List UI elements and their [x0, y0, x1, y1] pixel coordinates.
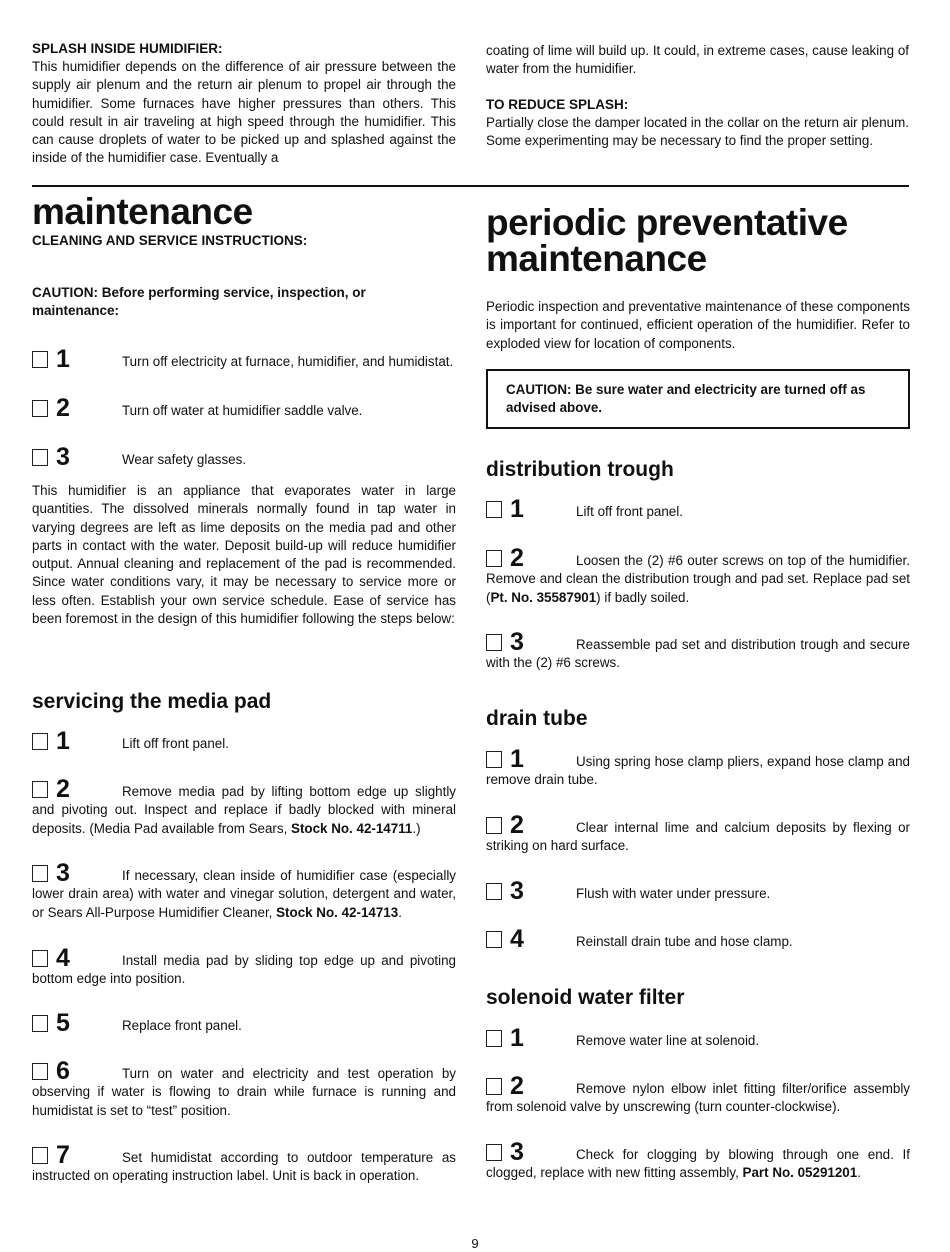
- checkbox[interactable]: [486, 550, 502, 567]
- filter-step-2: 2 Remove nylon elbow inlet fitting filter/orifice assembly from solenoid valve by unscrewing (turn counter-clockwise).: [486, 1073, 910, 1117]
- checkbox[interactable]: [486, 634, 502, 651]
- step-text: Turn on water and electricity and test operation by observing if water is flowing to drain while furnace is running and humidistat is set to “test” position.: [32, 1066, 456, 1118]
- section-divider: [32, 185, 909, 187]
- step-text: If necessary, clean inside of humidifier case (especially lower drain area) with water and vinegar solution, detergent and water, or Sears All-Purpose Humidifier Cleaner,: [32, 868, 456, 920]
- checkbox[interactable]: [486, 1030, 502, 1047]
- step-text: Turn off electricity at furnace, humidifier, and humidistat.: [122, 354, 454, 369]
- media-step-4: 4 Install media pad by sliding top edge up and pivoting bottom edge into position.: [32, 945, 456, 989]
- media-step-7: 7 Set humidistat according to outdoor temperature as instructed on operating instruction label. Unit is back in operation.: [32, 1142, 456, 1186]
- step-text: Loosen the (2) #6 outer screws on top of the humidifier. Remove and clean the distribution trough and pad set. Replace pad set (: [486, 553, 910, 605]
- trough-step-1: 1 Lift off front panel.: [486, 496, 910, 521]
- step-text: Lift off front panel.: [576, 504, 683, 519]
- maintenance-caution: CAUTION: Before performing service, inspection, or maintenance:: [32, 285, 366, 318]
- periodic-intro: Periodic inspection and preventative maintenance of these components is important for continued, efficient operation of the humidifier. Refer to exploded view for location of components.: [486, 299, 910, 351]
- splash-section-right: [486, 42, 909, 150]
- drain-step-3: 3 Flush with water under pressure.: [486, 878, 910, 903]
- reduce-splash-text: Partially close the damper located in the collar on the return air plenum. Some experimenting may be necessary to find the proper setting.: [486, 114, 909, 148]
- checkbox[interactable]: [32, 781, 48, 798]
- part-number: Pt. No. 35587901: [490, 589, 597, 605]
- maintenance-column: [32, 191, 456, 1194]
- splash-heading: SPLASH INSIDE HUMIDIFIER:: [32, 41, 223, 56]
- step-text: Remove media pad by lifting bottom edge up slightly and pivoting out. Inspect and replace if badly blocked with mineral deposits. (Media Pad available from Sears,: [32, 784, 456, 836]
- filter-step-1: 1 Remove water line at solenoid.: [486, 1025, 910, 1050]
- step-text: Reassemble pad set and distribution trough and secure with the (2) #6 screws.: [486, 637, 910, 671]
- checkbox[interactable]: [486, 817, 502, 834]
- step-text: Lift off front panel.: [122, 736, 229, 751]
- filter-step-3: 3 Check for clogging by blowing through one end. If clogged, replace with new fitting assembly, Part No. 05291201.: [486, 1138, 910, 1181]
- splash-section-left: [32, 40, 456, 168]
- maintenance-title: maintenance: [32, 191, 253, 232]
- step-text: Remove water line at solenoid.: [576, 1033, 760, 1048]
- caution-step-1: 1 Turn off electricity at furnace, humidifier, and humidistat.: [32, 346, 456, 371]
- checkbox[interactable]: [486, 501, 502, 518]
- trough-title: distribution trough: [486, 458, 674, 481]
- checkbox[interactable]: [486, 1078, 502, 1095]
- step-text: Replace front panel.: [122, 1018, 242, 1033]
- drain-step-2: 2 Clear internal lime and calcium deposits by flexing or striking on hard surface.: [486, 812, 910, 856]
- media-step-2: 2 Remove media pad by lifting bottom edge up slightly and pivoting out. Inspect and replace if badly blocked with mineral deposits. (Media Pad available from Sears, Stock No. 42-14711.): [32, 775, 456, 836]
- trough-step-2: 2 Loosen the (2) #6 outer screws on top of the humidifier. Remove and clean the distribution trough and pad set. Replace pad set (Pt. No. 35587901) if badly soiled.: [486, 544, 910, 605]
- filter-title: solenoid water filter: [486, 986, 685, 1009]
- maintenance-subtitle: CLEANING AND SERVICE INSTRUCTIONS:: [32, 233, 308, 248]
- step-text: Using spring hose clamp pliers, expand hose clamp and remove drain tube.: [486, 754, 910, 788]
- caution-step-2: 2 Turn off water at humidifier saddle valve.: [32, 395, 456, 420]
- step-text: Turn off water at humidifier saddle valve.: [122, 403, 363, 418]
- checkbox[interactable]: [32, 733, 48, 750]
- media-step-6: 6 Turn on water and electricity and test operation by observing if water is flowing to drain while furnace is running and humidistat is set to “test” position.: [32, 1058, 456, 1120]
- caution-text: CAUTION: Be sure water and electricity are turned off as advised above.: [506, 382, 866, 415]
- stock-number: Stock No. 42-14711: [291, 820, 413, 836]
- reduce-splash-heading: TO REDUCE SPLASH:: [486, 96, 629, 112]
- splash-paragraph: This humidifier depends on the difference of air pressure between the supply air plenum and the return air plenum to propel air through the humidifier. Some furnaces have higher pressures than others. This could result in air traveling at high speed through the humidifier. This can cause droplets of water to be picked up and splashed against the inside of the humidifier case. Eventually a: [32, 59, 456, 166]
- caution-step-3: 3 Wear safety glasses.: [32, 444, 456, 469]
- stock-number: Stock No. 42-14713: [276, 904, 399, 920]
- step-text: Reinstall drain tube and hose clamp.: [576, 934, 793, 949]
- media-step-1: 1 Lift off front panel.: [32, 728, 456, 753]
- checkbox[interactable]: [486, 751, 502, 768]
- periodic-column: [486, 202, 910, 1195]
- drain-step-4: 4 Reinstall drain tube and hose clamp.: [486, 926, 910, 951]
- checkbox[interactable]: [486, 931, 502, 948]
- drain-title: drain tube: [486, 707, 588, 730]
- part-number: Part No. 05291201: [742, 1165, 858, 1181]
- media-step-5: 5 Replace front panel.: [32, 1010, 456, 1035]
- checkbox[interactable]: [32, 1147, 48, 1164]
- checkbox[interactable]: [32, 865, 48, 882]
- media-pad-title: servicing the media pad: [32, 690, 272, 713]
- maintenance-body: This humidifier is an appliance that evaporates water in large quantities. The dissolved minerals normally found in tap water in varying degrees are left as lime deposits on the media pad and other parts in contact with the water. Deposit build-up will reduce humidifier output. Annual cleaning and replacement of the pad is recommended. Since water conditions vary, it may be necessary to service more or less often. Establish your own service schedule. Ease of service has been foremost in the design of this humidifier following the steps below:: [32, 483, 456, 627]
- checkbox[interactable]: [32, 1015, 48, 1032]
- checkbox[interactable]: [32, 351, 48, 368]
- step-text: Clear internal lime and calcium deposits by flexing or striking on hard surface.: [486, 820, 910, 854]
- periodic-title: periodic preventative maintenance: [486, 202, 848, 279]
- step-text: Flush with water under pressure.: [576, 886, 771, 901]
- step-text: Wear safety glasses.: [122, 452, 247, 467]
- drain-step-1: 1 Using spring hose clamp pliers, expand hose clamp and remove drain tube.: [486, 746, 910, 790]
- splash-paragraph-continued: coating of lime will build up. It could, in extreme cases, cause leaking of water from the humidifier.: [486, 43, 909, 77]
- step-text: Remove nylon elbow inlet fitting filter/orifice assembly from solenoid valve by unscrewing (turn counter-clockwise).: [486, 1081, 910, 1115]
- checkbox[interactable]: [32, 1063, 48, 1080]
- step-text: Set humidistat according to outdoor temperature as instructed on operating instruction label. Unit is back in operation.: [32, 1150, 456, 1184]
- checkbox[interactable]: [486, 883, 502, 900]
- checkbox[interactable]: [32, 950, 48, 967]
- checkbox[interactable]: [486, 1144, 502, 1161]
- trough-step-3: 3 Reassemble pad set and distribution trough and secure with the (2) #6 screws.: [486, 629, 910, 673]
- checkbox[interactable]: [32, 449, 48, 466]
- page-number: 9: [471, 1236, 479, 1251]
- checkbox[interactable]: [32, 400, 48, 417]
- caution-box: [486, 369, 910, 429]
- step-text: Install media pad by sliding top edge up and pivoting bottom edge into position.: [32, 953, 456, 987]
- step-text: Check for clogging by blowing through one end. If clogged, replace with new fitting assembly,: [486, 1147, 910, 1181]
- media-step-3: 3 If necessary, clean inside of humidifier case (especially lower drain area) with water and vinegar solution, detergent and water, or Sears All-Purpose Humidifier Cleaner, Stock No. 42-14713.: [32, 859, 456, 920]
